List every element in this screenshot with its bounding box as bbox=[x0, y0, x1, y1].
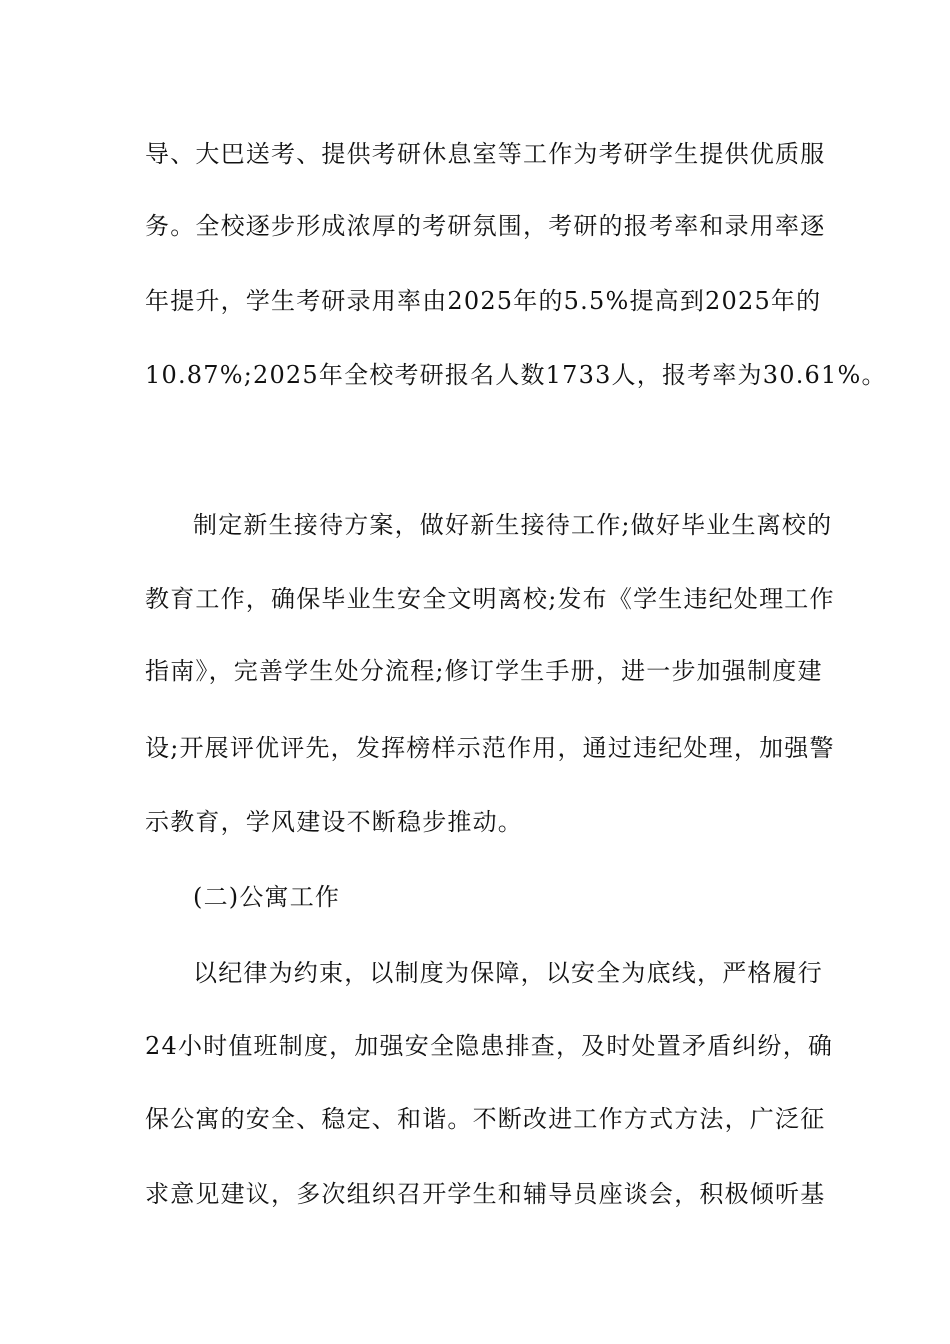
paragraph-line: 24小时值班制度，加强安全隐患排查，及时处置矛盾纠纷，确 bbox=[145, 1032, 834, 1060]
paragraph-line: 指南》，完善学生处分流程;修订学生手册，进一步加强制度建 bbox=[145, 657, 823, 685]
paragraph-line: 示教育，学风建设不断稳步推动。 bbox=[145, 808, 523, 836]
paragraph-line: 教育工作，确保毕业生安全文明离校;发布《学生违纪处理工作 bbox=[145, 585, 835, 613]
paragraph-line: 务。全校逐步形成浓厚的考研氛围，考研的报考率和录用率逐 bbox=[145, 212, 826, 240]
paragraph-line: 制定新生接待方案，做好新生接待工作;做好毕业生离校的 bbox=[193, 511, 833, 539]
paragraph-line: 求意见建议，多次组织召开学生和辅导员座谈会，积极倾听基 bbox=[145, 1180, 826, 1208]
paragraph-line: 保公寓的安全、稳定、和谐。不断改进工作方式方法，广泛征 bbox=[145, 1105, 826, 1133]
paragraph-line: 设;开展评优评先，发挥榜样示范作用，通过违纪处理，加强警 bbox=[145, 734, 835, 762]
paragraph-line: 导、大巴送考、提供考研休息室等工作为考研学生提供优质服 bbox=[145, 140, 826, 168]
paragraph-line: 年提升，学生考研录用率由2025年的5.5%提高到2025年的 bbox=[145, 287, 822, 315]
section-heading: (二)公寓工作 bbox=[193, 883, 341, 911]
paragraph-line: 以纪律为约束，以制度为保障，以安全为底线，严格履行 bbox=[193, 959, 823, 987]
paragraph-line: 10.87%;2025年全校考研报名人数1733人，报考率为30.61%。 bbox=[145, 361, 887, 389]
